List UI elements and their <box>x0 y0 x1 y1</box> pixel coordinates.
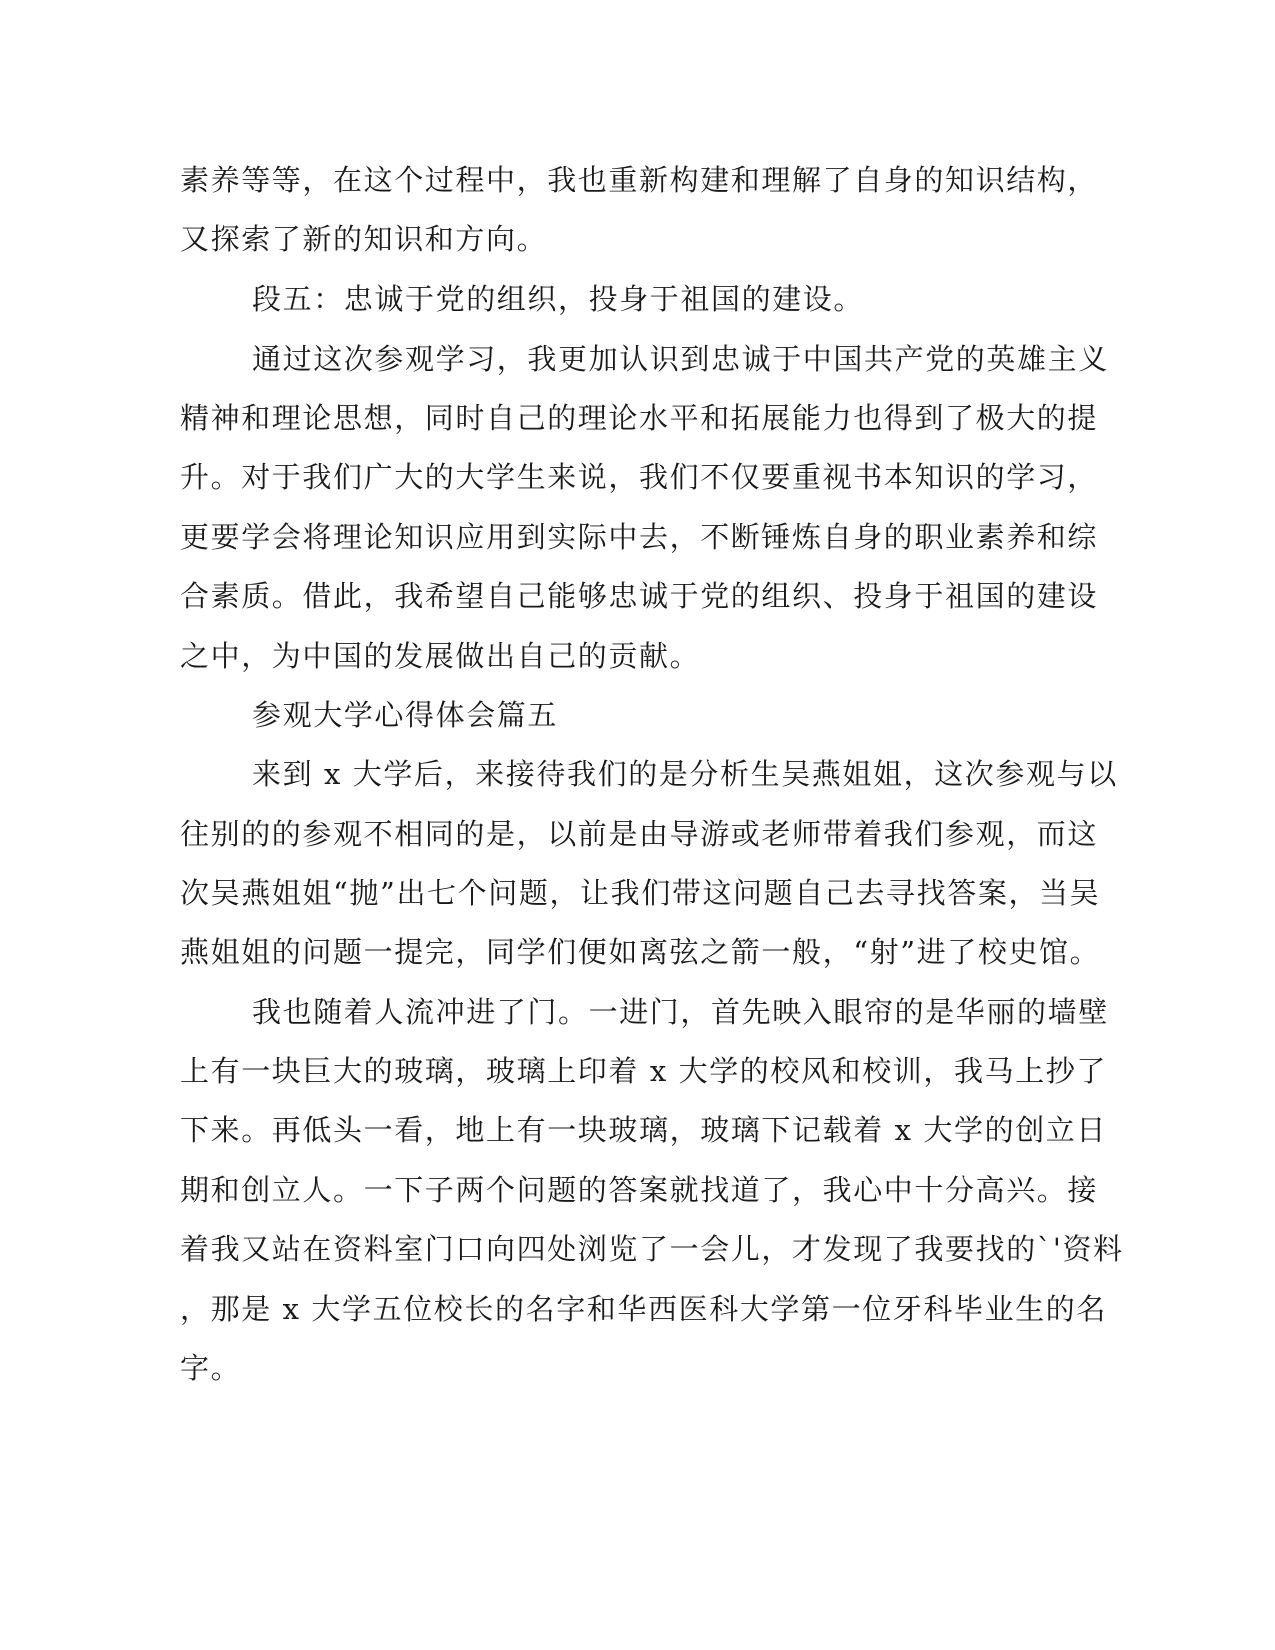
section-heading: 段五：忠诚于党的组织，投身于祖国的建设。 <box>252 282 865 316</box>
text-line: 期和创立人。一下子两个问题的答案就找道了，我心中十分高兴。接 <box>180 1173 1099 1207</box>
text-line: ，那是 x 大学五位校长的名字和华西医科大学第一位牙科毕业生的名 <box>180 1292 1107 1326</box>
text-line: 素养等等，在这个过程中，我也重新构建和理解了自身的知识结构， <box>180 163 1099 197</box>
paragraph-first-line: 来到 x 大学后，来接待我们的是分析生吴燕姐姐，这次参观与以 <box>252 757 1118 791</box>
article-title: 参观大学心得体会篇五 <box>252 698 559 732</box>
paragraph-first-line: 我也随着人流冲进了门。一进门，首先映入眼帘的是华丽的墙壁 <box>252 995 1109 1029</box>
text-line: 合素质。借此，我希望自己能够忠诚于党的组织、投身于祖国的建设 <box>180 579 1099 613</box>
text-line: 下来。再低头一看，地上有一块玻璃，玻璃下记载着 x 大学的创立日 <box>180 1113 1107 1147</box>
paragraph-first-line: 通过这次参观学习，我更加认识到忠诚于中国共产党的英雄主义 <box>252 342 1109 376</box>
text-line: 又探索了新的知识和方向。 <box>180 222 548 256</box>
text-line: 升。对于我们广大的大学生来说，我们不仅要重视书本知识的学习， <box>180 460 1099 494</box>
text-line: 着我又站在资料室门口向四处浏览了一会儿，才发现了我要找的`'资料 <box>180 1232 1124 1266</box>
text-line: 往别的的参观不相同的是，以前是由导游或老师带着我们参观，而这 <box>180 817 1099 851</box>
text-line: 更要学会将理论知识应用到实际中去，不断锤炼自身的职业素养和综 <box>180 520 1099 554</box>
text-line: 精神和理论思想，同时自己的理论水平和拓展能力也得到了极大的提 <box>180 401 1099 435</box>
text-line: 字。 <box>180 1351 242 1385</box>
text-line: 之中，为中国的发展做出自己的贡献。 <box>180 639 701 673</box>
text-line: 次吴燕姐姐“抛”出七个问题，让我们带这问题自己去寻找答案，当吴 <box>180 876 1101 910</box>
text-line: 燕姐姐的问题一提完，同学们便如离弦之箭一般，“射”进了校史馆。 <box>180 935 1101 969</box>
text-line: 上有一块巨大的玻璃，玻璃上印着 x 大学的校风和校训，我马上抄了 <box>180 1054 1107 1088</box>
